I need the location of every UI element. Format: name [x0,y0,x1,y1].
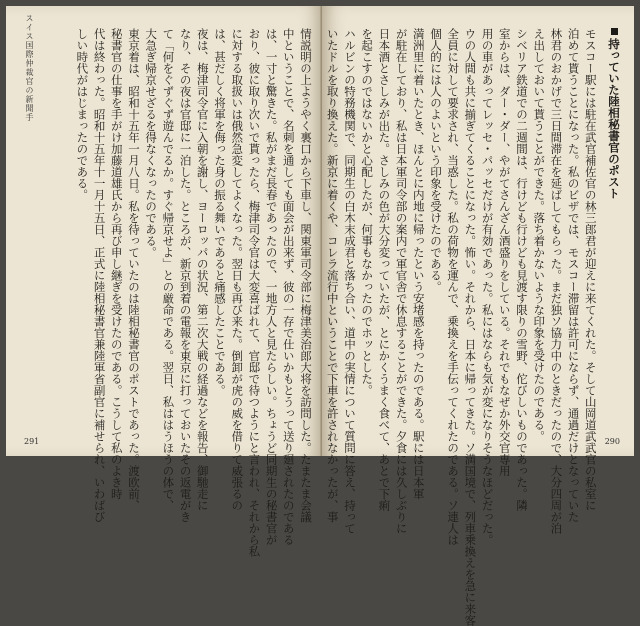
running-head: スイス国際仲裁官の新聞手 [25,14,34,122]
left-page [6,6,322,557]
text-line: 満洲里に着いたとき、ほんとに内地に帰ったという安堵感を持ったのである。駅には日本軍 [411,28,426,500]
open-book [6,6,634,626]
text-line: え出しておいて貰うことができた。落ち着かないような印象を受けたのである。 [532,28,547,442]
text-line: 東京着は、昭和十五年一月八日。私を待っていたのは陸相秘書官のポストであった。渡欧前、 [126,28,141,511]
text-line: しい時代がはじまったのである。 [75,28,90,201]
text-line: いたドルを取り換えた。新京に着くや、コレラ流行中ということで下車を許されなかったが、事 [325,28,340,523]
text-line: ハルビンの特務機関で、同期生の白木末成君と落ち合い、道中の実情について質問に答え、持って [342,28,357,534]
right-page [322,6,634,626]
text-line: て「何をぐずぐず遊んでるか。すぐ帰京せよ」との厳命である。翌日、私ははうほうの体で、 [161,28,176,511]
text-line: 代は終わった。昭和十五年十一月十五日、正式に陸相秘書官兼陸軍省副官に補せられ、いわばび [92,28,107,523]
text-line: 全員に対して要求され、当惑した。私の荷物を運んで、乗換えを手伝ってくれたのである。ソ連人は [446,28,461,546]
text-line: モスコー駅には駐在武官補佐官の林三郎君が迎えに来てくれた。そして山岡道武武官の私室に [583,28,598,511]
text-line: 情説明の上ようやく裏口から下車し、関東軍司令部に梅津美治郎大将を訪問した。たまたま会議 [299,28,313,523]
page-number-right: 290 [604,437,620,446]
section-marker-icon [611,28,618,35]
text-line: おり、彼に取り次いで貰ったら、梅津司令官は大変喜ばれて、官邸で待つようにと言われ、それから私 [247,28,262,557]
text-line: は、甚だしく将軍を侮った身の振る舞いであると痛感したことである。 [212,28,227,396]
page-number-left: 291 [24,437,40,446]
section-heading [605,28,622,428]
text-line: が駐在しており、私は日本軍司令部の案内で軍官舎で休息することができた。夕食には久しぶりに [394,28,409,534]
text-line: ウの人間も共に揃ぎてくることになった。怖い。それから、日本に帰ってきた。ソ満国境で、列車乗換えを急に来客 [463,28,478,626]
text-line: 用の車があってレッセ・パッセだけが有効であった。私にはならも気が変になりそうなほどだった。 [480,28,495,546]
text-line: 個人的には人のよいという印象を受けたのである。 [428,28,443,293]
text-line: を起こすのではないかと心配したが、何事もなかったのでホッとした。 [360,28,375,396]
text-line: 秘書官の仕事を手がけ加藤道雄氏から再び申し継ぎを受けたのである。こうして私のよき時 [109,28,124,500]
text-line: シベリア鉄道での二週間は、行けども行けども見渡す限りの雪野、佗びしいものであった。隣 [514,28,529,511]
text-line: に対する取扱いは俄然急変してよくなった。翌日も再び来た。倒卸が虎の威を借りて威張るの [230,28,245,511]
text-line: 大急ぎ帰京せざるを得なくなったのである。 [144,28,159,258]
text-line: 夜は、梅津司令官に入朝を謝し、ヨーロッパの状況、第二次大戦の経過などを報告、御馳走に [195,28,210,511]
text-line: 室からは、ダー・ダー、やがてさんざん酒盛りをしている。それでもなぜか外交官専用 [497,28,512,477]
text-line: 日本酒とさしみが出た。さしみの色が大分変っていたが、とにかくうまく食べて、あとで下痢 [377,28,392,511]
text-line: 林君のおかげで三日間滞在を延ばしてもらった。まだ独ソ協力中のときだったので、大分四周が泊 [549,28,564,534]
text-line: 泊めて貰うことになった。私のビザでは、モスコー滞留は許可にならず、通過だけとなっていた [566,28,581,523]
section-heading-text: 持っていた陸相秘書官のポスト [607,38,621,199]
text-line: 中ということで、名刺を通しても面会が出来ず、彼の一存で仕いかもとうって送り廻されたのである [281,28,296,546]
text-line: なり、その夜は官邸に一泊した。ところが、新京到着の電報を東京に打っておいたその返電がき [178,28,193,523]
text-line: は、一寸と驚きた。私がまだ長春であったので、一地方人と見たらしい。ちょうど同期生の秘書官が [264,28,279,546]
left-body-text [40,28,314,557]
